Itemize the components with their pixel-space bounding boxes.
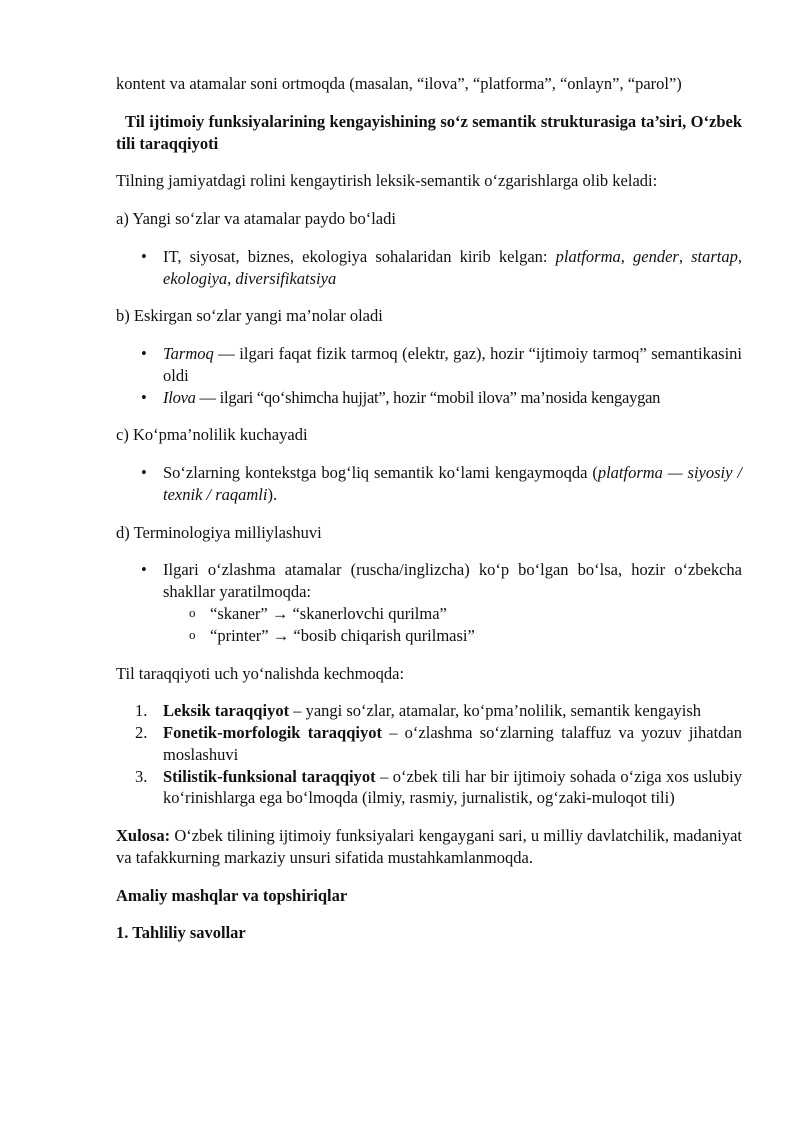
term: diversifikatsiya <box>235 268 337 288</box>
list-item: • So‘zlarning kontekstga bog‘liq semantik ko‘lami kengaymoqda (platforma — siyosiy / texnik / raqamli). <box>141 463 742 504</box>
term: platforma <box>555 246 621 266</box>
circle-bullet-icon: o <box>189 626 196 642</box>
point-d-list <box>116 559 742 646</box>
item-title: Fonetik-morfologik taraqqiyot <box>163 723 382 743</box>
bullet-icon: • <box>141 560 147 580</box>
sub-list-item: o “printer” → “bosib chiqarish qurilmasi” <box>189 625 475 645</box>
bullet-icon: • <box>141 387 147 407</box>
point-b-title: b) Eskirgan so‘zlar yangi ma’nolar oladi <box>116 306 383 326</box>
term: ekologiya <box>163 268 228 288</box>
point-c-title: c) Ko‘pma’nolilik kuchayadi <box>116 425 308 445</box>
term: platforma — siyosiy / texnik / raqamli <box>163 463 742 504</box>
point-d-title: d) Terminologiya milliylashuvi <box>116 522 322 542</box>
document-body <box>116 73 742 944</box>
list-item: • IT, siyosat, biznes, ekologiya sohalaridan kirib kelgan: platforma, gender, startap, ekologiya, diversifikatsiya <box>141 246 743 288</box>
list-item: • Tarmoq — ilgari faqat fizik tarmoq (elektr, gaz), hozir “ijtimoiy tarmoq” semantikasini oldi <box>141 344 742 385</box>
sub-list <box>163 603 742 647</box>
circle-bullet-icon: o <box>189 605 196 621</box>
section-heading: Til ijtimoiy funksiyalarining kengayishining so‘z semantik strukturasiga ta’siri, O‘zbek tili taraqqiyoti <box>116 111 742 153</box>
directions-list <box>116 700 742 809</box>
list-item: • Ilgari o‘zlashma atamalar (ruscha/inglizcha) ko‘p bo‘lgan bo‘lsa, hozir o‘zbekcha shakllar yaratilmoqda: o “skaner” → “skanerlovchi qurilma” o “printer” → “bosib chiqarish qurilmasi” <box>141 560 742 645</box>
term: startap <box>691 246 738 266</box>
term: gender <box>633 246 679 266</box>
directions-intro: Til taraqqiyoti uch yo‘nalishda kechmoqda: <box>116 663 405 683</box>
item-number: 3. <box>135 766 148 786</box>
point-c-list <box>116 462 742 506</box>
list-item: • Ilova — ilgari “qo‘shimcha hujjat”, hozir “mobil ilova” ma’nosida kengaygan <box>141 387 661 407</box>
conclusion-paragraph: Xulosa: O‘zbek tilining ijtimoiy funksiyalari kengaygani sari, u milliy davlatchilik, madaniyat va tafakkurning markaziy unsuri sifatida mustahkamlanmoqda. <box>116 826 742 867</box>
item-title: Stilistik-funksional taraqqiyot <box>163 766 376 786</box>
analysis-heading: 1. Tahliliy savollar <box>116 923 246 943</box>
term: Ilova <box>163 387 196 407</box>
point-b-list <box>116 343 742 408</box>
bullet-icon: • <box>141 463 147 483</box>
practice-heading: Amaliy mashqlar va topshiriqlar <box>116 885 348 905</box>
numbered-item: 3. Stilistik-funksional taraqqiyot – o‘zbek tili har bir ijtimoiy sohada o‘ziga xos uslubiy ko‘rinishlarga ega bo‘lmoqda (ilmiy, rasmiy, jurnalistik, og‘zaki-muloqot tili) <box>135 766 742 808</box>
paragraph-continuation: kontent va atamalar soni ortmoqda (masalan, “ilova”, “platforma”, “onlayn”, “parol”) <box>116 74 682 93</box>
point-a-title: a) Yangi so‘zlar va atamalar paydo bo‘ladi <box>116 209 396 229</box>
term: Tarmoq <box>163 344 214 364</box>
numbered-item: 2. Fonetik-morfologik taraqqiyot – o‘zlashma so‘zlarning talaffuz va yozuv jihatdan moslashuvi <box>135 723 742 764</box>
sub-list-item: o “skaner” → “skanerlovchi qurilma” <box>189 604 447 624</box>
bullet-icon: • <box>141 344 147 364</box>
intro-paragraph: Tilning jamiyatdagi rolini kengaytirish leksik-semantik o‘zgarishlarga olib keladi: <box>116 171 658 191</box>
item-title: Leksik taraqqiyot <box>163 701 290 721</box>
numbered-item: 1. Leksik taraqqiyot – yangi so‘zlar, atamalar, ko‘pma’nolilik, semantik kengayish <box>135 701 702 721</box>
item-number: 2. <box>135 723 148 743</box>
bullet-icon: • <box>141 246 147 266</box>
conclusion-label: Xulosa: <box>116 826 171 846</box>
item-number: 1. <box>135 701 148 721</box>
point-a-list <box>116 246 742 290</box>
